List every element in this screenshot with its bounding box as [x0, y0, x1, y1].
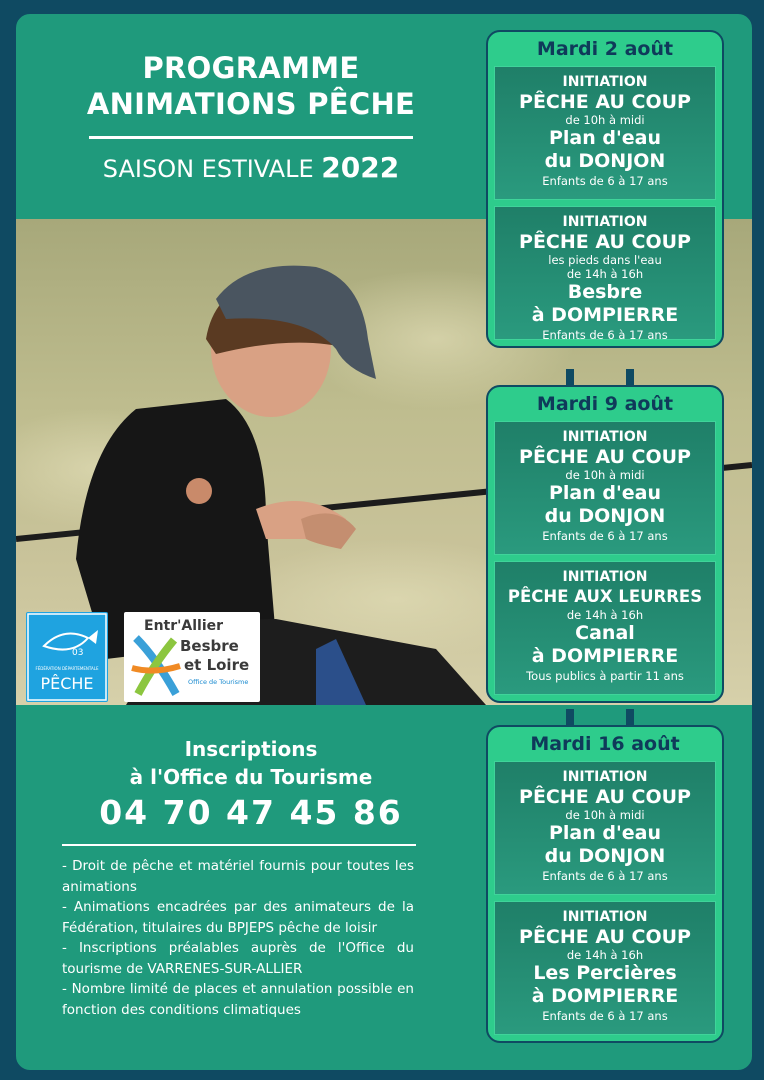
event-place-1: Canal: [575, 622, 635, 644]
event-place-2: à DOMPIERRE: [531, 645, 679, 667]
event-audience: Enfants de 6 à 17 ans: [542, 529, 668, 543]
event-kind: INITIATION: [562, 214, 648, 230]
title-divider: [89, 136, 413, 139]
phone-number: 04 70 47 45 86: [99, 793, 403, 832]
event-activity: PÊCHE AU COUP: [519, 446, 691, 468]
season-year: 2022: [321, 151, 400, 184]
day-title: Mardi 2 août: [536, 38, 674, 60]
day-block: [486, 30, 724, 348]
event-kind: INITIATION: [562, 909, 648, 925]
poster-header: [16, 14, 486, 219]
event-place-2: à DOMPIERRE: [531, 985, 679, 1007]
day-title: Mardi 9 août: [536, 393, 674, 415]
note-item: - Animations encadrées par des animateurs de la Fédération, titulaires du BPJEPS pêche de loisir: [62, 899, 414, 936]
tourism-logo-line-4: Office de Tourisme: [188, 678, 249, 686]
title-line-1: PROGRAMME: [142, 51, 360, 85]
event-place-1: Besbre: [567, 281, 643, 303]
event-card: [494, 421, 716, 555]
note-item: - Droit de pêche et matériel fournis pour toutes les animations: [62, 858, 414, 895]
event-activity: PÊCHE AU COUP: [519, 786, 691, 808]
season-text: SAISON ESTIVALE: [102, 155, 314, 183]
event-card: [494, 206, 716, 340]
event-activity: PÊCHE AU COUP: [519, 231, 691, 253]
title-line-2: ANIMATIONS PÊCHE: [86, 87, 416, 121]
event-card: [494, 901, 716, 1035]
event-audience: Tous publics à partir 11 ans: [526, 669, 684, 683]
event-place-2: du DONJON: [544, 505, 666, 527]
event-time: de 14h à 16h: [566, 608, 644, 622]
event-audience: Enfants de 6 à 17 ans: [542, 328, 668, 340]
federation-peche-logo: [26, 612, 108, 702]
registration-line-1: Inscriptions: [184, 737, 318, 761]
notes-list: [62, 856, 414, 1020]
poster-frame: [14, 12, 754, 1072]
registration-section: [16, 705, 486, 1070]
season-label: [16, 151, 486, 184]
event-activity: PÊCHE AUX LEURRES: [507, 587, 703, 606]
event-time: de 10h à midi: [565, 468, 645, 482]
event-time: de 14h à 16h: [566, 948, 644, 962]
note-item: - Inscriptions préalables auprès de l'Office du tourisme de VARRENES-SUR-ALLIER: [62, 940, 414, 977]
registration-line-2: à l'Office du Tourisme: [129, 765, 373, 789]
event-place-2: du DONJON: [544, 150, 666, 172]
registration-heading: [16, 735, 486, 791]
day-block: [486, 385, 724, 703]
event-time-2: de 14h à 16h: [566, 267, 644, 281]
tourism-logo-line-2: Besbre: [180, 637, 239, 655]
event-card: [494, 761, 716, 895]
event-place-1: Les Percières: [533, 962, 677, 984]
event-place-1: Plan d'eau: [548, 127, 662, 149]
day-block: [486, 725, 724, 1043]
event-card: [494, 561, 716, 695]
event-activity: PÊCHE AU COUP: [519, 91, 691, 113]
event-place-1: Plan d'eau: [548, 822, 662, 844]
event-card: [494, 66, 716, 200]
schedule-column: [486, 14, 752, 1070]
event-place-2: à DOMPIERRE: [531, 304, 679, 326]
event-audience: Enfants de 6 à 17 ans: [542, 1009, 668, 1023]
federation-small-text: FÉDÉRATION DÉPARTEMENTALE: [35, 666, 99, 671]
tourism-office-logo: [124, 612, 260, 702]
registration-divider: [62, 844, 416, 846]
event-place-2: du DONJON: [544, 845, 666, 867]
event-time: de 10h à midi: [565, 808, 645, 822]
event-place-1: Plan d'eau: [548, 482, 662, 504]
event-kind: INITIATION: [562, 769, 648, 785]
tourism-logo-line-1: Entr'Allier: [144, 618, 224, 634]
event-audience: Enfants de 6 à 17 ans: [542, 869, 668, 883]
event-activity: PÊCHE AU COUP: [519, 926, 691, 948]
note-item: - Nombre limité de places et annulation possible en fonction des conditions climatiques: [62, 981, 414, 1018]
event-kind: INITIATION: [562, 74, 648, 90]
event-audience: Enfants de 6 à 17 ans: [542, 174, 668, 188]
day-title: Mardi 16 août: [530, 733, 680, 755]
tourism-logo-line-3: et Loire: [184, 656, 250, 674]
event-kind: INITIATION: [562, 429, 648, 445]
event-time: les pieds dans l'eau: [548, 253, 662, 267]
event-kind: INITIATION: [562, 569, 648, 585]
tourism-logo-icon: [126, 634, 186, 700]
federation-number: 03: [72, 648, 84, 658]
poster-title: [16, 50, 486, 122]
federation-label: PÊCHE: [40, 674, 94, 693]
event-time: de 10h à midi: [565, 113, 645, 127]
